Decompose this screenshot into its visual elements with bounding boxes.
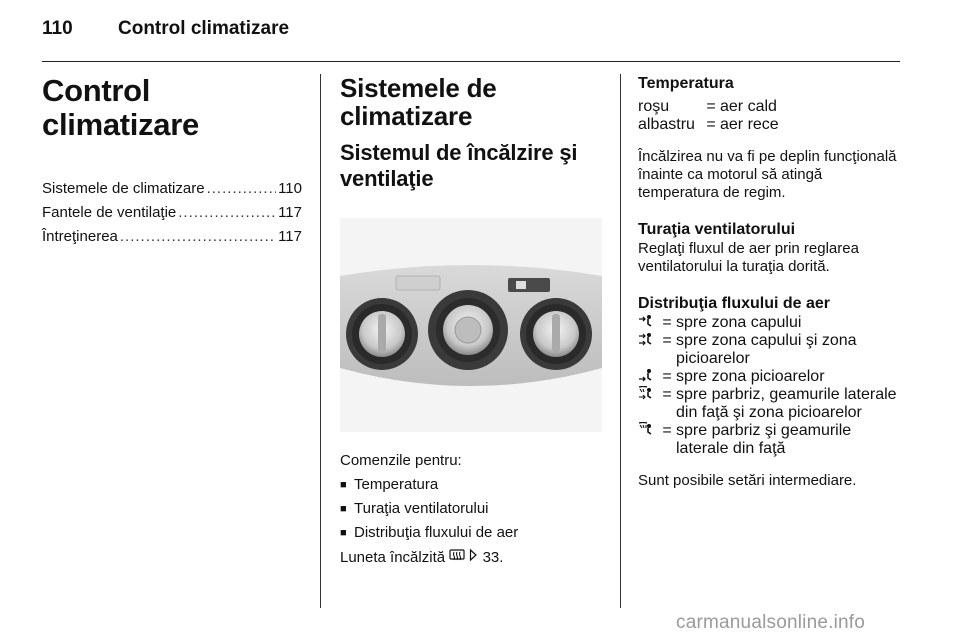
temperature-heading: Temperatura xyxy=(638,75,734,92)
list-item: ■ Distribuţia fluxului de aer xyxy=(340,524,604,542)
list-item: ■ Temperatura xyxy=(340,476,604,494)
legend-desc: spre parbriz, geamurile laterale din faţă şi zona picioarelor xyxy=(676,386,897,421)
toc-entry-label: Fantele de ventilaţie xyxy=(42,204,177,221)
page-header xyxy=(42,18,900,62)
page-number: 110 xyxy=(42,18,73,39)
table-of-contents xyxy=(42,180,302,246)
chapter-title: Control climatizare xyxy=(42,73,199,142)
intermediate-settings-note: Sunt posibile setări intermediare. xyxy=(638,472,857,489)
legend-desc: spre zona capului şi zona picioarelor xyxy=(676,332,857,367)
column-systems xyxy=(340,74,604,567)
legend-desc: aer cald xyxy=(720,98,777,115)
toc-entry-page: 117 xyxy=(278,204,302,221)
list-item: ■ Turaţia ventilatorului xyxy=(340,500,604,518)
temperature-note: Încălzirea nu va fi pe deplin funcţională înainte ca motorul să atingă temperatura de regim. xyxy=(638,148,897,201)
legend-equals: = xyxy=(706,116,716,133)
toc-entry[interactable] xyxy=(42,228,302,246)
section-title: Sistemele de climatizare xyxy=(340,73,497,131)
air-distribution-heading: Distribuţia fluxului de aer xyxy=(638,295,831,312)
heated-rear-window-reference: Luneta încălzită 33. xyxy=(340,549,504,566)
fan-speed-knob xyxy=(428,290,508,370)
temperature-knob xyxy=(346,298,418,370)
fan-speed-text: Reglaţi fluxul de aer prin reglarea ventilatorului la turaţia dorită. xyxy=(638,240,859,275)
toc-entry[interactable] xyxy=(42,204,302,222)
head-airflow-icon xyxy=(638,314,654,328)
legend-term: roşu xyxy=(638,98,670,115)
page-reference-arrow-icon xyxy=(469,548,478,562)
air-distribution-knob xyxy=(520,298,592,370)
toc-leader-dots xyxy=(178,204,276,222)
toc-entry-label: Sistemele de climatizare xyxy=(42,180,205,197)
fan-speed-heading: Turaţia ventilatorului xyxy=(638,221,796,238)
climate-control-panel-image xyxy=(340,218,602,432)
climate-control-panel-illustration xyxy=(340,218,602,432)
legend-desc: spre zona capului xyxy=(676,314,802,331)
foot-airflow-icon xyxy=(638,368,654,382)
column-details xyxy=(638,74,900,490)
running-title: Control climatizare xyxy=(118,18,290,39)
legend-desc: aer rece xyxy=(720,116,779,133)
head-foot-airflow-icon xyxy=(638,332,654,346)
temperature-legend xyxy=(638,98,900,134)
column-divider xyxy=(620,74,621,608)
toc-leader-dots xyxy=(120,228,276,246)
windscreen-foot-airflow-icon xyxy=(638,386,654,400)
toc-entry-page: 110 xyxy=(278,180,302,197)
toc-entry-label: Întreţinerea xyxy=(42,228,118,245)
heated-rear-window-icon xyxy=(449,548,465,562)
controls-list xyxy=(340,476,604,542)
legend-desc: spre zona picioarelor xyxy=(676,368,825,385)
legend-term: albastru xyxy=(638,116,695,133)
toc-leader-dots xyxy=(207,180,277,198)
toc-entry[interactable] xyxy=(42,180,302,198)
windscreen-airflow-icon xyxy=(638,422,654,436)
subsection-title: Sistemul de încălzire şi ventilaţie xyxy=(340,140,578,191)
column-toc xyxy=(42,74,302,252)
watermark: carmanualsonline.info xyxy=(676,612,866,633)
toc-entry-page: 117 xyxy=(278,228,302,245)
legend-desc: spre parbriz şi geamurile laterale din faţă xyxy=(676,422,852,457)
air-distribution-legend: = spre zona capului = spre zona capului şi zona picioarelor = spre zona picioarelor = spre parbriz, geamurile laterale din faţă şi zona picioarelor = spre parbriz şi geamurile laterale din faţă xyxy=(638,314,900,458)
legend-equals: = xyxy=(706,98,716,115)
controls-lead: Comenzile pentru: xyxy=(340,452,462,469)
column-divider xyxy=(320,74,321,608)
